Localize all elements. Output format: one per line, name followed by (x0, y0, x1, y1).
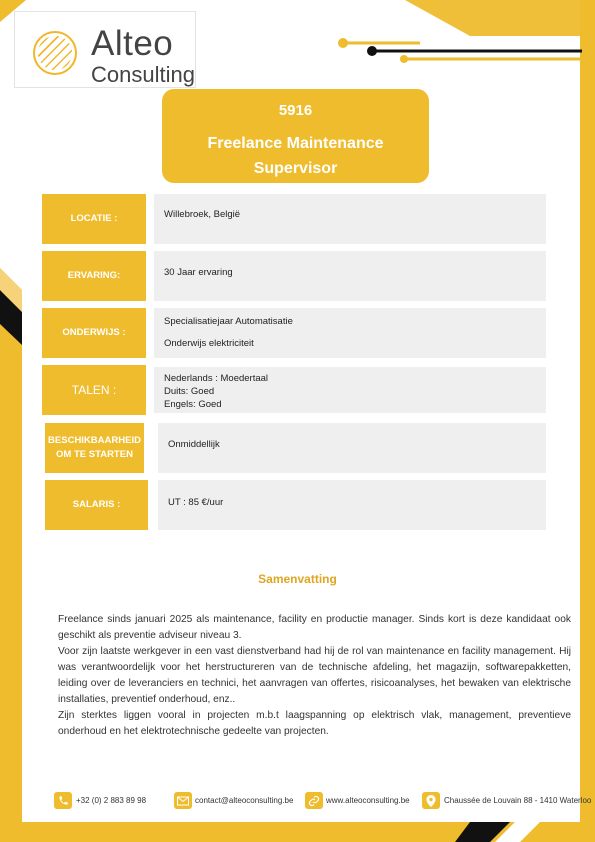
salary-label-text: SALARIS : (72, 499, 121, 510)
location-value: Willebroek, België (164, 209, 241, 220)
education-line-1: Specialisatiejaar Automatisatie (164, 316, 293, 327)
footer-website[interactable]: www.alteoconsulting.be (326, 796, 410, 805)
availability-label-line-1: BESCHIKBAARHEID (48, 435, 141, 446)
availability-label (45, 423, 144, 473)
phone-icon (54, 792, 72, 809)
job-title: Freelance Maintenance Supervisor (207, 135, 384, 177)
summary-paragraph-3: Zijn sterktes liggen vooral in projecten m.b.t laagspanning op elektrisch vlak, management, preventieve onderhoud en het elektrotechnische gedeelte van projecten. (58, 710, 571, 737)
logo-mark-icon (33, 31, 77, 75)
language-line-3: Engels: Goed (164, 399, 222, 410)
job-title-card (162, 89, 429, 183)
footer-address: Chaussée de Louvain 88 - 1410 Waterloo (444, 796, 592, 805)
footer-email[interactable]: contact@alteoconsulting.be (195, 796, 294, 805)
summary-text (58, 612, 571, 740)
availability-label-line-2: OM TE STARTEN (56, 449, 133, 460)
language-line-2: Duits: Goed (164, 386, 215, 397)
availability-value: Onmiddellijk (168, 439, 220, 450)
logo-name: Alteo (91, 24, 174, 63)
education-line-2: Onderwijs elektriciteit (164, 337, 254, 349)
summary-paragraph-1: Freelance sinds januari 2025 als maintenance, facility en productie manager. Sinds kort is deze kandidaat ook geschikt als preventie adviseur niveau 3. (58, 614, 571, 641)
salary-value: UT : 85 €/uur (168, 497, 224, 508)
link-icon (305, 792, 323, 809)
location-field (154, 194, 546, 244)
experience-label-text: ERVARING: (67, 270, 121, 281)
salary-label (45, 480, 148, 530)
languages-label (42, 365, 146, 415)
location-label (42, 194, 146, 244)
logo-subtitle: Consulting (91, 62, 195, 87)
job-number: 5916 (278, 102, 313, 119)
experience-value: 30 Jaar ervaring (164, 267, 233, 278)
availability-field (158, 423, 546, 473)
footer-phone[interactable]: +32 (0) 2 883 89 98 (76, 796, 147, 805)
languages-field (154, 367, 546, 413)
location-label-text: LOCATIE : (70, 213, 118, 224)
summary-heading: Samenvatting (258, 572, 337, 586)
education-label-text: ONDERWIJS : (62, 327, 126, 338)
summary-paragraph-2: Voor zijn laatste werkgever in een vast dienstverband had hij de rol van maintenance en facility management. Hij was verantwoordelijk voor het herstructureren van de technische afdeling, het magazijn, softwarepakketten, leiding over de leveranciers en technici, het aanvragen van offertes, risicoanalyses, het bewaken van elektrische installaties, preventief onderhoud, enz.. (58, 646, 571, 705)
languages-label-text: TALEN : (71, 383, 117, 397)
education-field (154, 308, 546, 358)
experience-field (154, 251, 546, 301)
education-label (42, 308, 146, 358)
company-logo (14, 11, 196, 88)
email-icon (174, 792, 192, 809)
salary-field (158, 480, 546, 530)
location-pin-icon (422, 792, 440, 809)
language-line-1: Nederlands : Moedertaal (164, 373, 269, 384)
experience-label (42, 251, 146, 301)
